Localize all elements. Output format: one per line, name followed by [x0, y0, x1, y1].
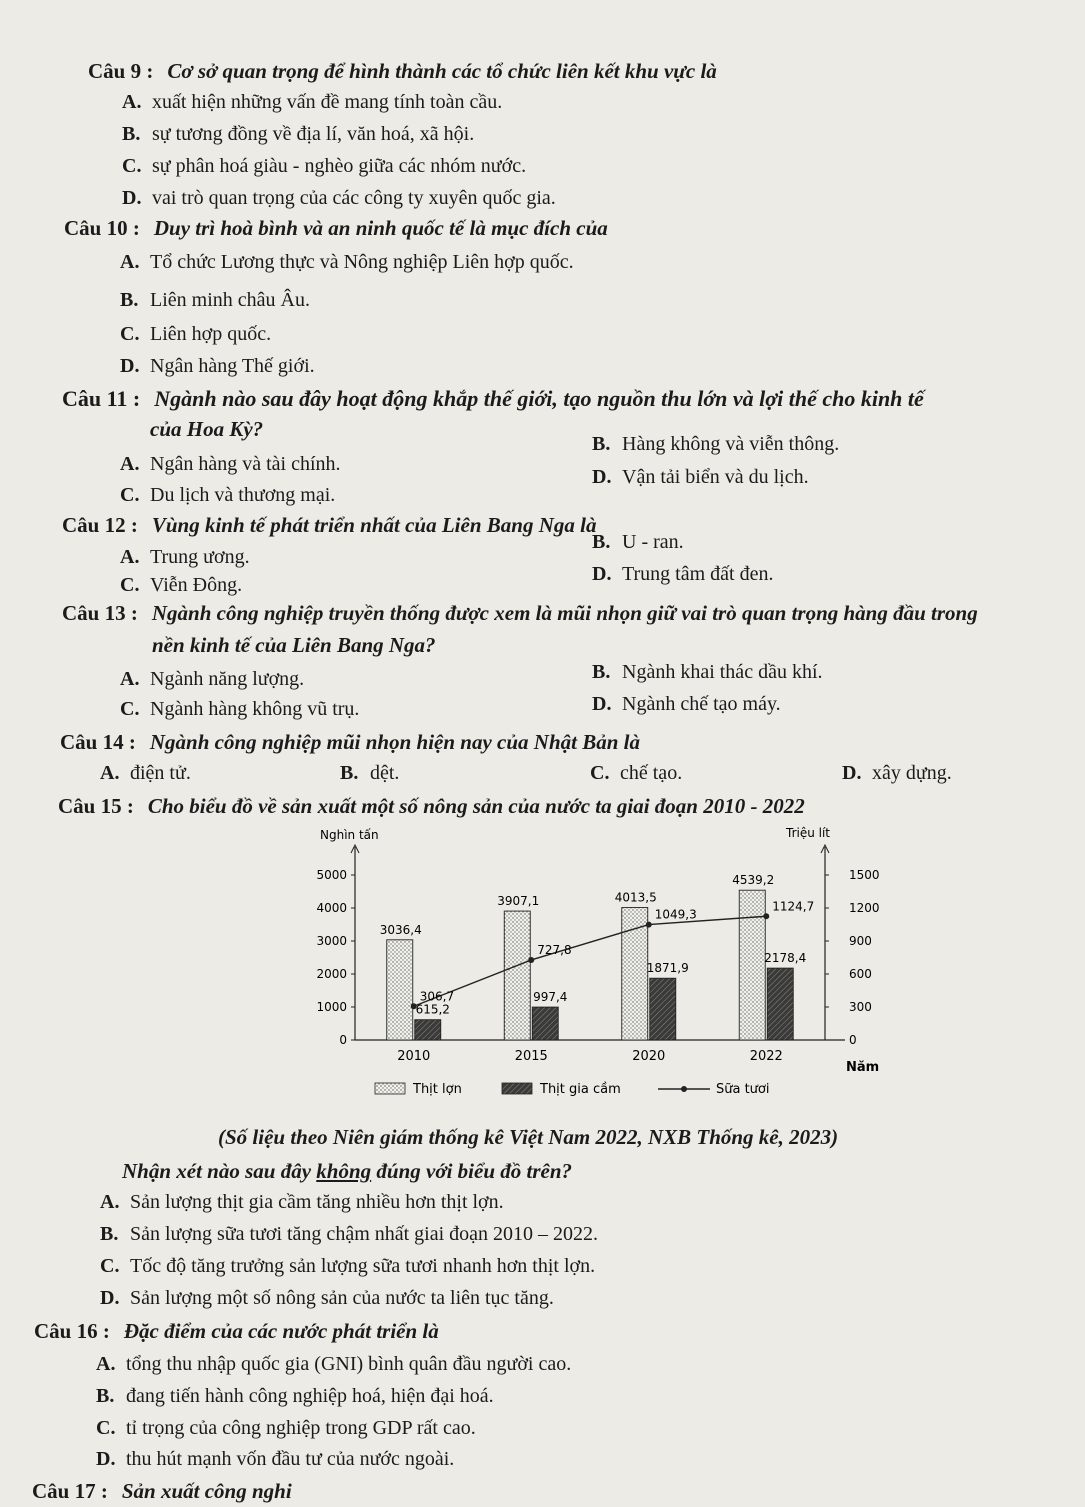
question-stem: Đặc điểm của các nước phát triển là: [123, 1319, 439, 1343]
question-stem: Ngành nào sau đây hoạt động khắp thế giới, tạo nguồn thu lớn và lợi thế cho kinh tế: [154, 386, 924, 411]
right-tick-label: 600: [849, 967, 872, 981]
option-d[interactable]: D. Trung tâm đất đen.: [592, 563, 774, 585]
right-tick-label: 1500: [849, 868, 880, 882]
label-poultry: 1871,9: [646, 961, 689, 976]
option-a[interactable]: A. Ngân hàng và tài chính.: [120, 453, 341, 475]
left-axis-label: Nghìn tấn: [320, 828, 379, 842]
question-12: [62, 512, 596, 538]
question-number: Câu 14 :: [60, 730, 136, 754]
option-a[interactable]: A. xuất hiện những vấn đề mang tính toàn cầu.: [122, 91, 503, 113]
milk-line: [414, 916, 767, 1006]
question-stem: Cho biểu đồ về sản xuất một số nông sản của nước ta giai đoạn 2010 - 2022: [147, 794, 805, 818]
question-13: [62, 600, 978, 626]
x-tick-label: 2015: [514, 1049, 548, 1064]
question-stem: Ngành công nghiệp mũi nhọn hiện nay của Nhật Bản là: [149, 730, 640, 754]
chart-line: [411, 913, 770, 1009]
right-axis-label: Triệu lít: [786, 826, 831, 840]
label-milk: 1049,3: [654, 907, 697, 922]
option-d[interactable]: D. vai trò quan trọng của các công ty xuyên quốc gia.: [122, 187, 556, 209]
left-tick-label: 5000: [316, 868, 347, 882]
left-tick-label: 3000: [316, 934, 347, 948]
x-tick-label: 2010: [397, 1049, 431, 1064]
question-stem-continued: nền kinh tế của Liên Bang Nga?: [152, 633, 436, 657]
right-tick-label: 300: [849, 1000, 872, 1014]
bar-poultry: [767, 968, 793, 1040]
bar-poultry: [532, 1007, 558, 1040]
question-11: [62, 385, 924, 413]
legend-marker-milk: [681, 1086, 687, 1092]
right-tick-label: 0: [849, 1033, 857, 1047]
milk-point: [646, 922, 652, 928]
negation-word: không: [316, 1159, 372, 1183]
question-14: [60, 729, 640, 755]
left-tick-label: 1000: [316, 1000, 347, 1014]
option-b[interactable]: B. sự tương đồng về địa lí, văn hoá, xã hội.: [122, 123, 475, 145]
option-d[interactable]: D. thu hút mạnh vốn đầu tư của nước ngoài.: [96, 1448, 455, 1470]
question-number: Câu 15 :: [58, 794, 134, 818]
option-a[interactable]: A. Sản lượng thịt gia cầm tăng nhiều hơn thịt lợn.: [100, 1191, 504, 1213]
question-9: [88, 58, 717, 84]
chart-svg: [280, 825, 920, 1115]
question-stem: Ngành công nghiệp truyền thống được xem là mũi nhọn giữ vai trò quan trọng hàng đầu trong: [151, 601, 978, 625]
option-a[interactable]: A. điện tử.: [100, 762, 191, 784]
question-number: Câu 17 :: [32, 1479, 108, 1503]
option-d[interactable]: D. Ngân hàng Thế giới.: [120, 355, 315, 377]
option-c[interactable]: C. Viễn Đông.: [120, 574, 243, 596]
right-tick-label: 1200: [849, 901, 880, 915]
label-milk: 727,8: [537, 942, 572, 957]
option-d[interactable]: D. Ngành chế tạo máy.: [592, 693, 781, 715]
chart-bars: [387, 890, 794, 1040]
bar-pork: [387, 940, 413, 1040]
legend-label-pork: Thịt lợn: [413, 1082, 462, 1097]
question-15-prompt: Nhận xét nào sau đây không đúng với biểu đồ trên?: [122, 1159, 573, 1183]
x-tick-label: 2022: [749, 1049, 783, 1064]
chart-source: (Số liệu theo Niên giám thống kê Việt Nam 2022, NXB Thống kê, 2023): [218, 1125, 839, 1149]
right-tick-label: 900: [849, 934, 872, 948]
x-tick-label: 2020: [632, 1049, 666, 1064]
option-a[interactable]: A. Ngành năng lượng.: [120, 668, 305, 690]
option-d[interactable]: D. xây dựng.: [842, 762, 952, 784]
label-milk: 1124,7: [772, 899, 815, 914]
option-b[interactable]: B. U - ran.: [592, 531, 684, 553]
legend-label-milk: Sữa tươi: [716, 1082, 770, 1097]
question-number: Câu 10 :: [64, 216, 140, 240]
option-a[interactable]: A. Tổ chức Lương thực và Nông nghiệp Liên hợp quốc.: [120, 251, 574, 273]
label-poultry: 997,4: [533, 990, 568, 1005]
label-poultry: 615,2: [415, 1002, 450, 1017]
left-tick-label: 4000: [316, 901, 347, 915]
chart-legend: [375, 1082, 770, 1097]
label-milk: 306,7: [419, 989, 455, 1004]
option-b[interactable]: B. Ngành khai thác dầu khí.: [592, 661, 823, 683]
left-tick-label: 2000: [316, 967, 347, 981]
question-number: Câu 11 :: [62, 386, 141, 411]
milk-point: [528, 957, 534, 963]
option-a[interactable]: A. tổng thu nhập quốc gia (GNI) bình quân đầu người cao.: [96, 1353, 572, 1375]
bar-poultry: [650, 978, 676, 1040]
question-stem: Vùng kinh tế phát triển nhất của Liên Bang Nga là: [151, 513, 597, 537]
question-number: Câu 12 :: [62, 513, 138, 537]
question-10: [64, 215, 608, 241]
question-stem-continued: của Hoa Kỳ?: [150, 417, 264, 441]
bar-poultry: [415, 1020, 441, 1040]
question-number: Câu 16 :: [34, 1319, 110, 1343]
x-axis-label: Năm: [846, 1060, 880, 1075]
question-stem: Sản xuất công nghi: [121, 1479, 292, 1503]
label-poultry: 2178,4: [764, 951, 807, 966]
label-pork: 4013,5: [614, 890, 657, 905]
option-c[interactable]: C. Du lịch và thương mại.: [120, 484, 336, 506]
legend-label-poultry: Thịt gia cầm: [540, 1082, 621, 1097]
label-pork: 3036,4: [379, 922, 422, 937]
legend-swatch-poultry: [502, 1083, 532, 1094]
option-c[interactable]: C. sự phân hoá giàu - nghèo giữa các nhóm nước.: [122, 155, 527, 177]
option-c[interactable]: C. tỉ trọng của công nghiệp trong GDP rất cao.: [96, 1417, 476, 1439]
label-pork: 3907,1: [497, 894, 540, 909]
option-d[interactable]: D. Sản lượng một số nông sản của nước ta liên tục tăng.: [100, 1287, 554, 1309]
question-stem: Cơ sở quan trọng để hình thành các tổ chức liên kết khu vực là: [167, 59, 717, 83]
option-b[interactable]: B. Hàng không và viễn thông.: [592, 433, 840, 455]
question-16: [34, 1318, 439, 1344]
option-b[interactable]: B. Sản lượng sữa tươi tăng chậm nhất giai đoạn 2010 – 2022.: [100, 1223, 599, 1245]
option-b[interactable]: B. Liên minh châu Âu.: [120, 289, 310, 311]
option-c[interactable]: C. Liên hợp quốc.: [120, 323, 272, 345]
left-tick-label: 0: [339, 1033, 347, 1047]
question-number: Câu 9 :: [88, 59, 154, 83]
question-number: Câu 13 :: [62, 601, 138, 625]
question-15: [58, 793, 805, 819]
agri-production-chart: [280, 825, 920, 1115]
bar-pork: [739, 890, 765, 1040]
milk-point: [763, 913, 769, 919]
option-b[interactable]: B. đang tiến hành công nghiệp hoá, hiện đại hoá.: [96, 1385, 494, 1407]
label-pork: 4539,2: [732, 873, 775, 888]
option-a[interactable]: A. Trung ương.: [120, 546, 250, 568]
question-17: [32, 1478, 292, 1504]
bar-pork: [504, 911, 530, 1040]
option-d[interactable]: D. Vận tải biển và du lịch.: [592, 466, 809, 488]
legend-swatch-pork: [375, 1083, 405, 1094]
option-c[interactable]: C. Tốc độ tăng trưởng sản lượng sữa tươi nhanh hơn thịt lợn.: [100, 1255, 596, 1277]
option-c[interactable]: C. Ngành hàng không vũ trụ.: [120, 698, 360, 720]
question-stem: Duy trì hoà bình và an ninh quốc tế là mục đích của: [153, 216, 608, 240]
option-b[interactable]: B. dệt.: [340, 762, 400, 784]
bar-pork: [622, 908, 648, 1040]
option-c[interactable]: C. chế tạo.: [590, 762, 683, 784]
